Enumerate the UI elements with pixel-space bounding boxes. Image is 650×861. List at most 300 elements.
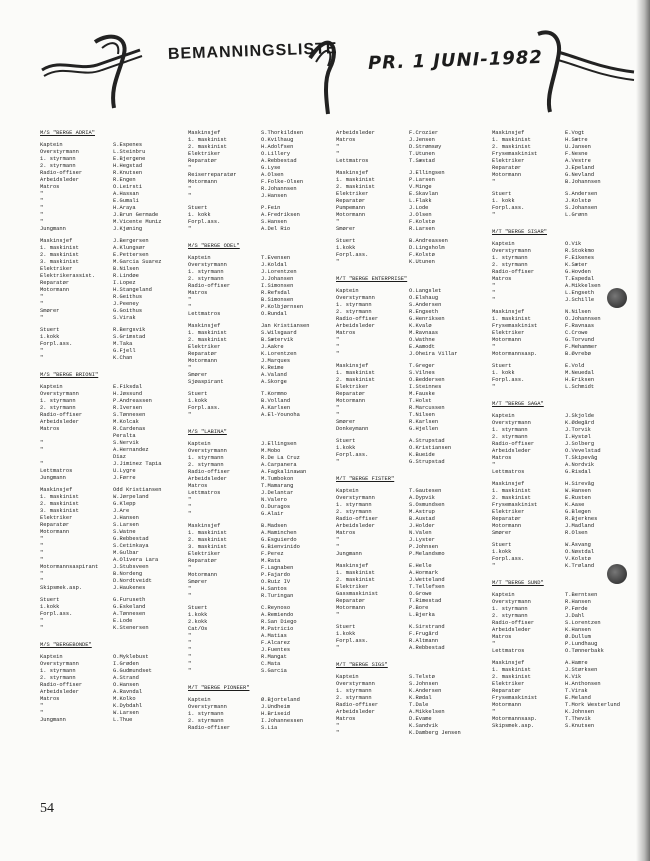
crew-rank: Stuert [40,327,60,333]
crew-row [492,620,644,627]
crew-rank: " [40,205,44,211]
crew-row [336,295,488,302]
crew-name: V.Minge [409,184,432,190]
crew-rank: Forpl.ass. [188,405,221,411]
crew-rank: Skipsmek.asp. [40,585,83,591]
crew-row [188,290,340,297]
crew-rank: 1.kokk [40,604,60,610]
crew-name: W.Jørpeland [113,494,149,500]
crew-row [188,605,340,612]
crew-rank: Elektriker [336,384,369,390]
crew-row [188,654,340,661]
column-4 [492,130,644,740]
crew-name: F.Crozier [409,130,439,136]
crew-rank: Maskinsjef [40,487,73,493]
crew-name: J.Wetteland [409,577,445,583]
crew-name: C.Reynoso [261,605,291,611]
crew-row [492,309,644,316]
crew-row [336,219,488,226]
crew-name: J.Ellingsen [409,170,445,176]
crew-rank: " [188,633,192,639]
crew-rank: 1. styrmann [336,502,372,508]
crew-row [188,262,340,269]
ship-section [40,130,192,362]
crew-name: K.Aase [565,502,585,508]
crew-rank: Maskinsjef [188,323,221,329]
crew-rank: Forpl.ass. [188,219,221,225]
crew-row [336,688,488,695]
crew-row [336,509,488,516]
crew-rank: " [40,294,44,300]
ship-section [188,685,340,732]
crew-name: B.Simonsen [261,297,294,303]
crew-row [40,654,192,661]
crew-name: G.Henriksen [409,316,445,322]
crew-name: A.Ravndal [113,689,143,695]
crew-name: A.El-Younoha [261,412,300,418]
crew-rank: Reparatør [336,598,366,604]
crew-name: L.Flakk [409,198,432,204]
crew-row [40,398,192,405]
crew-rank: " [492,709,496,715]
crew-rank: Frysemaskinist [492,151,538,157]
crew-name: M.Rata [261,558,281,564]
crew-row [188,212,340,219]
crew-rank: " [188,593,192,599]
crew-row [40,475,192,482]
ship-section [336,662,488,737]
crew-rank: Kaptein [40,142,63,148]
crew-name: G.Risdal [565,469,591,475]
crew-row [40,564,192,571]
crew-rank: Maskinsjef [188,130,221,136]
crew-row [40,604,192,611]
crew-rank: Reparatør [492,516,522,522]
crew-rank: Frysemaskinist [492,502,538,508]
crew-name: O.Kristiansen [409,445,452,451]
crew-name: S.Lorentzen [565,620,601,626]
crew-row [336,337,488,344]
crew-rank: Reparatør [336,198,366,204]
crew-rank: " [492,179,496,185]
crew-row [492,702,644,709]
crew-row [492,130,644,137]
crew-row [492,502,644,509]
crew-name: O.Johannsen [565,316,601,322]
crew-row [492,337,644,344]
crew-name: E.Aamodt [409,344,435,350]
crew-rank: " [40,710,44,716]
crew-rank: Radio-offiser [40,682,83,688]
crew-name: F.Kolstø [409,252,435,258]
crew-row [336,570,488,577]
crew-row [188,269,340,276]
crew-name: S.Garcia [261,668,287,674]
crew-name: J.Johansen [261,276,294,282]
crew-row [492,549,644,556]
crew-rank: Elektriker [492,681,525,687]
crew-row [492,556,644,563]
crew-row [492,344,644,351]
crew-rank: Elektriker [492,158,525,164]
ship-section [492,401,644,570]
crew-row [40,348,192,355]
crew-name: H.Briseid [261,711,291,717]
crew-name: R.Stokkmo [565,248,595,254]
crew-rank: Lettmatros [336,158,369,164]
crew-row [336,516,488,523]
crew-row [188,497,340,504]
crew-rank: Overstyrmann [492,599,531,605]
crew-name: T.Dale [409,702,429,708]
crew-row [188,462,340,469]
crew-row [188,379,340,386]
crew-name: E.Rusten [565,495,591,501]
crew-row [492,427,644,434]
crew-rank: Arbeidsleder [492,448,531,454]
crew-name: A.Nordvik [565,462,595,468]
crew-name: C.Mata [261,661,281,667]
crew-name: R.Hansen [565,599,591,605]
crew-row [188,297,340,304]
crew-rank: Jungmann [40,717,66,723]
crew-row [336,702,488,709]
crew-rank: 1. styrmann [40,156,76,162]
crew-row [492,137,644,144]
crew-name: R.Johannsen [261,186,297,192]
crew-rank: Radio-offiser [188,283,231,289]
crew-row [188,704,340,711]
crew-row [492,441,644,448]
crew-name: A.Valand [261,372,287,378]
crew-rank: Radio-offiser [40,412,83,418]
crew-name: S.Lia [261,725,278,731]
crew-name: J.Aakre [261,344,284,350]
crew-row [40,703,192,710]
crew-rank: " [188,640,192,646]
crew-rank: " [40,550,44,556]
crew-name: M.Gulbar [113,550,139,556]
crew-rank: " [492,283,496,289]
crew-row [40,661,192,668]
crew-row [336,238,488,245]
crew-row [336,612,488,619]
crew-name: O.Nøstdal [565,549,595,555]
crew-row [40,301,192,308]
crew-name: N.Valero [261,497,287,503]
crew-row [40,287,192,294]
crew-row [188,311,340,318]
crew-rank: 2. maskinist [336,377,375,383]
crew-rank: " [40,212,44,218]
crew-rank: Maskinsjef [492,660,525,666]
crew-name: J.Hansen [261,193,287,199]
crew-row [188,523,340,530]
crew-rank: " [188,186,192,192]
crew-name: A.Mikkelsen [409,709,445,715]
crew-row [188,441,340,448]
crew-rank: Motormann [40,287,70,293]
crew-name: G.Lyse [261,165,281,171]
crew-name: J.Jensen [409,137,435,143]
crew-rank: 2. maskinist [188,337,227,343]
crew-rank: Kaptein [336,488,359,494]
crew-row [188,172,340,179]
crew-rank: Frysemaskinist [492,323,538,329]
crew-rank: Matros [40,696,60,702]
crew-row [492,613,644,620]
crew-name: O.Lillery [261,151,291,157]
crew-rank: 3. maskinist [188,544,227,550]
crew-name: M.Kolcak [113,419,139,425]
crew-name: T.Greger [409,363,435,369]
crew-row [40,191,192,198]
crew-name: K.Sæter [565,262,588,268]
crew-row [188,551,340,558]
crew-row [40,494,192,501]
crew-name: P.Fein [261,205,281,211]
crew-name: R.Bergsvik [113,327,146,333]
crew-rank: " [336,645,340,651]
crew-rank: 2. maskinist [40,252,79,258]
crew-row [40,170,192,177]
crew-name: T.Rimestad [409,598,442,604]
crew-name: M.Ravnaas [409,330,439,336]
crew-name: O.Hansen [113,682,139,688]
crew-rank: 1. maskinist [492,316,531,322]
ship-section [492,580,644,730]
crew-name: E.Meland [565,695,591,701]
crew-name: M.Taka [113,341,133,347]
ship-section [492,130,644,219]
crew-row [188,718,340,725]
crew-rank: " [40,536,44,542]
crew-name: B.Øvrebø [565,351,591,357]
crew-name: M.Fauske [409,391,435,397]
crew-name: U.Jansen [565,144,591,150]
crew-rank: Cat/Os [188,626,208,632]
crew-row [492,599,644,606]
crew-name: G.Hjellen [409,426,439,432]
crew-row [40,391,192,398]
crew-row [40,419,192,426]
crew-name: D.Evame [409,716,432,722]
crew-rank: Arbeidsleder [40,177,79,183]
crew-name: J.Dahl [565,613,585,619]
crew-rank: " [188,165,192,171]
crew-rank: Maskinsjef [336,170,369,176]
crew-name: T.Mamarang [261,483,294,489]
crew-row [188,412,340,419]
crew-rank: 1. styrmann [40,668,76,674]
crew-name: K.Chan [113,355,133,361]
column-2 [188,130,340,742]
ship-name: M/T "BERGE FISTER" [336,476,395,482]
crew-row [336,212,488,219]
crew-name: E.Lode [113,618,133,624]
crew-rank: " [188,668,192,674]
crew-rank: Overstyrmann [188,448,227,454]
crew-name: H.Eriksen [565,377,595,383]
crew-rank: Motormannsaspirant [40,564,99,570]
crew-rank: 1.kokk [188,612,208,618]
crew-name: P.Johnsen [409,544,439,550]
crew-rank: Matros [336,330,356,336]
crew-name: T.Tellefsen [409,584,445,590]
crew-row [336,544,488,551]
crew-name: I.Johannessen [261,718,304,724]
crew-name: S.Thorkildsen [261,130,304,136]
crew-name: J.Kjøning [113,226,143,232]
crew-row [188,455,340,462]
crew-row [336,384,488,391]
crew-row [188,137,340,144]
crew-rank: Motormann [492,702,522,708]
crew-row [188,186,340,193]
crew-row [492,641,644,648]
crew-name: S.Tønnesen [113,412,146,418]
crew-rank: Matros [492,455,512,461]
crew-row [336,351,488,358]
crew-rank: " [336,723,340,729]
crew-row [188,405,340,412]
crew-row [188,226,340,233]
crew-name: G.Gudmundset [113,668,152,674]
crew-row [336,577,488,584]
crew-rank: 1. styrmann [492,427,528,433]
crew-rank: 2. maskinist [492,674,531,680]
crew-name: A.Fredriksen [261,212,300,218]
list-title: BEMANNINGSLISTE [167,40,338,63]
crew-row [492,241,644,248]
crew-row [40,578,192,585]
crew-name: E.Vogt [565,130,585,136]
crew-row [40,259,192,266]
crew-row [188,544,340,551]
crew-row [40,550,192,557]
crew-row [336,363,488,370]
crew-rank: 2. maskinist [492,144,531,150]
crew-rank: " [40,315,44,321]
crew-rank: Matros [492,634,512,640]
crew-rank: Kaptein [492,413,515,419]
crew-name: F.Perez [261,551,284,557]
crew-rank: Elektrikerassist. [40,273,95,279]
crew-row [492,592,644,599]
crew-name: K.Rødal [409,695,432,701]
crew-rank: Maskinsjef [492,130,525,136]
crew-name: C.Crowe [565,330,588,336]
crew-name: T.Skipevåg [565,455,598,461]
crew-name: A.Hormark [409,570,439,576]
crew-name: O.Vik [565,241,582,247]
crew-row [188,483,340,490]
crew-name: O.Wathne [409,337,435,343]
crew-name: K.Trøland [565,563,595,569]
crew-rank: Forpl.ass. [40,341,73,347]
crew-rank: Elektriker [336,584,369,590]
crew-row [336,605,488,612]
crew-rank: " [188,661,192,667]
crew-name: B.Volland [261,398,291,404]
crew-name: W.Larsen [113,710,139,716]
crew-name: L.Engseth [565,290,595,296]
crew-row [188,697,340,704]
crew-name: J.Are [113,508,130,514]
rope-illustration [40,28,635,118]
crew-name: A.Olsen [261,172,284,178]
crew-rank: 1. styrmann [492,606,528,612]
crew-name: H.Stangeland [113,287,152,293]
crew-row [336,144,488,151]
crew-rank: " [492,344,496,350]
crew-row [40,717,192,724]
crew-name: E.Fiksdal [113,384,143,390]
crew-rank: " [492,290,496,296]
crew-name: F.Eikenes [565,255,595,261]
crew-name: J.Marques [261,358,291,364]
crew-rank: Radio-offiser [188,469,231,475]
crew-row [492,606,644,613]
crew-row [40,468,192,475]
crew-name: Odd Kristiansen [113,487,162,493]
crew-rank: 1. styrmann [188,455,224,461]
crew-row [336,344,488,351]
crew-name: G.Strupstad [409,459,445,465]
crew-rank: Maskinsjef [336,563,369,569]
crew-row [492,255,644,262]
crew-name: J.Epeland [565,165,595,171]
crew-row [188,504,340,511]
crew-rank: Matros [40,184,60,190]
crew-name: H.Sætre [565,137,588,143]
crew-name: P.Bore [409,605,429,611]
crew-rank: " [40,543,44,549]
crew-rank: Overstyrmann [40,661,79,667]
crew-row [40,341,192,348]
crew-row [492,413,644,420]
crew-name: O.Elshaug [409,295,439,301]
crew-name: R.Lindøe [113,273,139,279]
ship-section [492,229,644,391]
crew-rank: " [40,618,44,624]
crew-rank: 1. kokk [188,212,211,218]
crew-rank: 1. maskinist [336,570,375,576]
crew-row [188,165,340,172]
crew-row [188,276,340,283]
crew-name: J.Brun Germade [113,212,159,218]
crew-rank: Arbeidsleder [336,130,375,136]
crew-row [188,640,340,647]
crew-row [492,716,644,723]
crew-name: L.Schmidt [565,384,595,390]
crew-row [40,696,192,703]
crew-row [188,398,340,405]
crew-name: I.Hystøl [565,434,591,440]
crew-row [336,730,488,737]
crew-row [492,248,644,255]
crew-name: E.Helle [409,563,432,569]
crew-rank: 1.kokk [336,631,356,637]
crew-name: G.Fjell [113,348,136,354]
crew-name: M.Garcia Suarez [113,259,162,265]
crew-row [40,682,192,689]
crew-name: L.Thue [113,717,133,723]
crew-row [40,536,192,543]
crew-name: J.Madland [565,523,595,529]
crew-row [188,151,340,158]
crew-row [188,476,340,483]
